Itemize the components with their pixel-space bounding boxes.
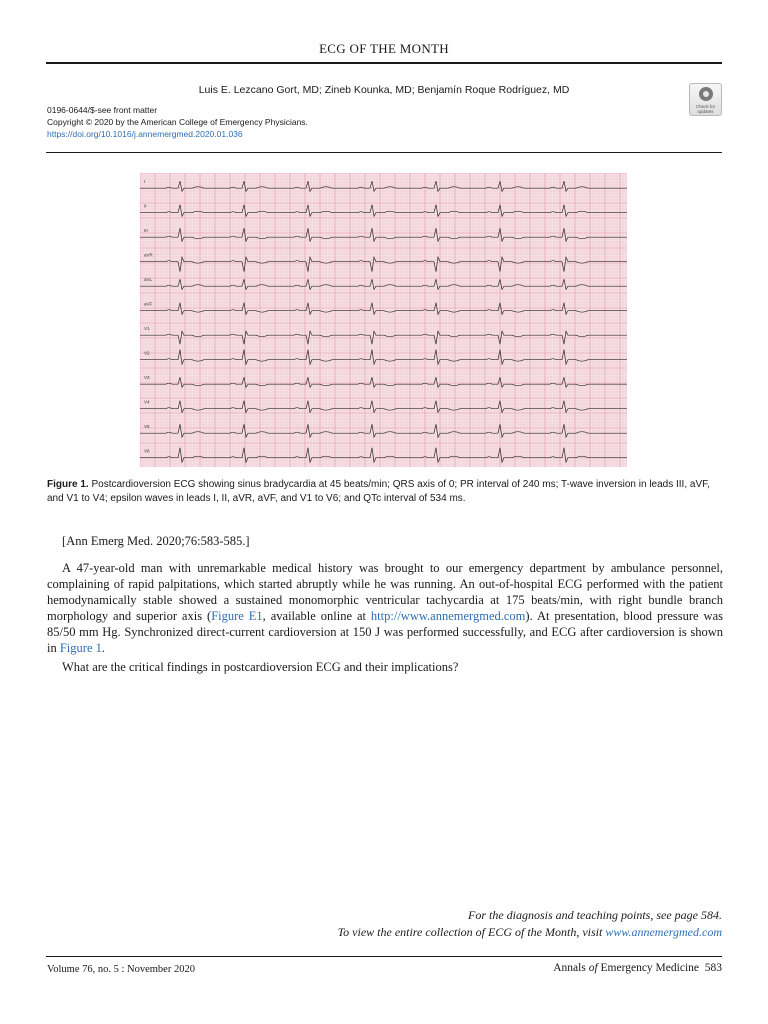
journal-name: Annals of Emergency Medicine	[553, 962, 699, 974]
page-number: 583	[704, 962, 722, 974]
ecg-tracing	[140, 173, 627, 467]
citation: [Ann Emerg Med. 2020;76:583-585.]	[62, 534, 250, 548]
figure-caption-text: Postcardioversion ECG showing sinus bradycardia at 45 beats/min; QRS axis of 0; PR interval of 240 ms; T-wave inversion in leads III, aVF, and V1 to V4; epsilon waves in leads I, II, aVR, aVF, and V1 to V6; and QTc interval of 534 ms.	[47, 479, 710, 504]
ecg-lead-label: II	[144, 203, 147, 209]
copyright-line: Copyright © 2020 by the American College of Emergency Physicians.	[47, 117, 308, 127]
ecg-lead-label: V6	[144, 448, 150, 454]
ecg-lead-label: V1	[144, 326, 150, 331]
check-for-updates-label: Check for updates	[695, 104, 716, 114]
ecg-lead-label: I	[144, 179, 146, 184]
ecg-figure	[140, 173, 627, 467]
running-head: ECG OF THE MONTH	[319, 41, 449, 56]
front-matter	[47, 104, 308, 140]
journal-footer	[553, 962, 722, 974]
ecg-lead-label: aVR	[144, 252, 153, 258]
teaser-line-1: For the diagnosis and teaching points, see page 584.	[468, 908, 722, 922]
check-for-updates-button[interactable]	[689, 83, 722, 116]
section-rule	[46, 152, 722, 153]
issn-line: 0196-0644/$-see front matter	[47, 105, 158, 115]
crossmark-icon	[699, 87, 713, 101]
footer-rule	[46, 956, 722, 957]
ecg-lead-label: V5	[144, 424, 150, 429]
figure-label: Figure 1.	[47, 479, 89, 490]
figure-1-link[interactable]: Figure 1	[59, 641, 102, 655]
case-question: What are the critical findings in postcardioversion ECG and their implications?	[62, 660, 459, 674]
figure-caption	[47, 478, 723, 506]
ecg-lead-label: V4	[144, 399, 150, 405]
issue-info: Volume 76, no. 5 : November 2020	[47, 964, 195, 975]
ecg-lead-label: aVL	[144, 277, 153, 282]
ecg-lead-label: III	[144, 228, 148, 233]
header-rule	[46, 62, 722, 64]
ecg-lead-label: V2	[144, 350, 150, 356]
figure-e1-link[interactable]: Figure E1	[211, 609, 263, 623]
case-paragraph: A 47-year-old man with unremarkable medical history was brought to our emergency department by ambulance personnel, complaining of rapid palpitations, which started abruptly while he was running. An out-of-hospital ECG performed with the patient hemodynamically stable showed a sustained monomorphic ventricular tachycardia at 175 beats/min, with right bundle branch morphology and superior axis (Figure E1, available online at http://www.annemergmed.com). At presentation, blood pressure was 85/50 mm Hg. Synchronized direct-current cardioversion at 150 J was performed successfully, and ECG after cardioversion is shown in Figure 1.	[47, 561, 723, 655]
author-list: Luis E. Lezcano Gort, MD; Zineb Kounka, MD; Benjamín Roque Rodríguez, MD	[198, 84, 570, 96]
teaser-note	[338, 907, 722, 941]
teaser-line-2: To view the entire collection of ECG of the Month, visit www.annemergmed.com	[337, 925, 722, 939]
ecg-lead-label: V3	[144, 375, 150, 380]
collection-link[interactable]: www.annemergmed.com	[605, 925, 722, 939]
ecg-lead-label: aVF	[144, 301, 153, 307]
doi-link[interactable]: https://doi.org/10.1016/j.annemergmed.2020.01.036	[47, 129, 243, 139]
journal-url-link[interactable]: http://www.annemergmed.com	[370, 609, 526, 623]
